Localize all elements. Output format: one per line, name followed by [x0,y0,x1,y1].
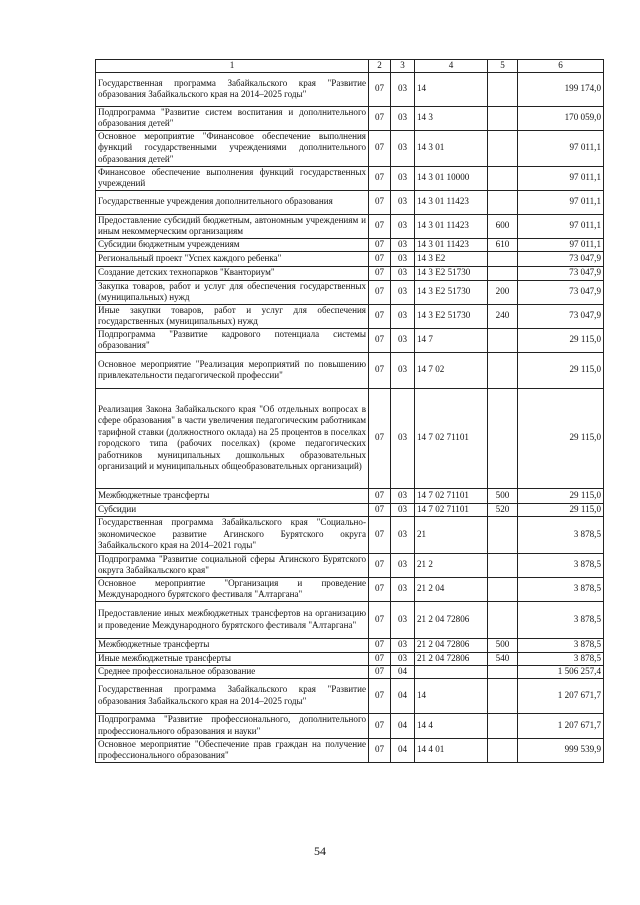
row-target-article-cell: 14 3 01 11423 [415,238,488,251]
row-expense-type-cell [488,130,518,166]
row-expense-type-cell [488,577,518,601]
row-name-cell: Иные межбюджетные трансферты [96,652,369,665]
row-target-article-cell: 14 7 02 [415,352,488,388]
row-target-article-cell: 14 3 E2 51730 [415,266,488,280]
row-target-article-cell: 14 3 01 [415,130,488,166]
row-subsection-cell: 03 [391,388,415,488]
row-amount-cell: 73 047,9 [518,251,604,266]
table-row [96,577,604,601]
row-subsection-cell: 03 [391,503,415,516]
budget-table [95,59,604,763]
row-target-article-cell: 14 3 E2 51730 [415,280,488,304]
row-subsection-cell: 03 [391,577,415,601]
page-number: 54 [314,844,326,858]
row-expense-type-cell [488,190,518,214]
table-row [96,166,604,190]
row-expense-type-cell: 600 [488,214,518,238]
row-name-cell: Субсидии [96,503,369,516]
table-row [96,553,604,577]
row-subsection-cell: 03 [391,166,415,190]
row-section-cell: 07 [369,713,391,738]
table-row [96,106,604,130]
row-amount-cell: 73 047,9 [518,280,604,304]
row-section-cell: 07 [369,577,391,601]
row-subsection-cell: 03 [391,214,415,238]
row-expense-type-cell: 240 [488,304,518,328]
row-target-article-cell: 14 7 02 71101 [415,503,488,516]
row-amount-cell: 999 539,9 [518,738,604,762]
table-row [96,280,604,304]
row-name-cell: Субсидии бюджетным учреждениям [96,238,369,251]
row-amount-cell: 29 115,0 [518,503,604,516]
row-target-article-cell: 14 4 01 [415,738,488,762]
row-expense-type-cell [488,516,518,553]
row-section-cell: 07 [369,166,391,190]
row-amount-cell: 97 011,1 [518,166,604,190]
row-subsection-cell: 03 [391,553,415,577]
row-section-cell: 07 [369,251,391,266]
row-amount-cell: 97 011,1 [518,130,604,166]
row-subsection-cell: 03 [391,130,415,166]
row-name-cell: Государственные учреждения дополнительного образования [96,190,369,214]
row-name-cell: Реализация Закона Забайкальского края "Об отдельных вопросах в сфере образования" в части увеличения педагогическим работникам тарифной ставки (должностного оклада) на 25 процентов в поселках городского типа (рабочих поселках) (кроме педагогических работников муниципальных дошкольных образовательных организаций и муниципальных общеобразовательных организаций) [96,388,369,488]
table-row [96,665,604,678]
row-target-article-cell: 14 3 01 10000 [415,166,488,190]
table-row [96,488,604,503]
row-name-cell: Государственная программа Забайкальского края "Развитие образования Забайкальского края на 2014–2025 годы" [96,72,369,106]
row-target-article-cell: 14 3 01 11423 [415,190,488,214]
table-row [96,266,604,280]
row-expense-type-cell [488,251,518,266]
row-amount-cell: 1 506 257,4 [518,665,604,678]
row-amount-cell: 73 047,9 [518,304,604,328]
row-section-cell: 07 [369,516,391,553]
table-row [96,503,604,516]
row-amount-cell: 3 878,5 [518,553,604,577]
row-amount-cell: 29 115,0 [518,328,604,352]
row-expense-type-cell [488,601,518,638]
table-header-row [96,60,604,73]
row-name-cell: Подпрограмма "Развитие профессионального, дополнительного профессионального образования и науки" [96,713,369,738]
row-name-cell: Региональный проект "Успех каждого ребенка" [96,251,369,266]
row-subsection-cell: 03 [391,352,415,388]
table-row [96,652,604,665]
row-target-article-cell: 14 3 E2 51730 [415,304,488,328]
header-cell-csr: 4 [415,60,488,73]
row-amount-cell: 73 047,9 [518,266,604,280]
row-expense-type-cell [488,665,518,678]
row-target-article-cell: 14 4 [415,713,488,738]
row-section-cell: 07 [369,106,391,130]
row-amount-cell: 97 011,1 [518,214,604,238]
row-expense-type-cell: 500 [488,638,518,652]
row-name-cell: Основное мероприятие "Финансовое обеспечение выполнения функций государственными учреждениями дополнительного образования детей" [96,130,369,166]
row-amount-cell: 3 878,5 [518,638,604,652]
row-target-article-cell: 21 2 04 72806 [415,601,488,638]
header-cell-rz: 2 [369,60,391,73]
row-name-cell: Межбюджетные трансферты [96,638,369,652]
row-section-cell: 07 [369,266,391,280]
row-amount-cell: 29 115,0 [518,488,604,503]
row-subsection-cell: 04 [391,678,415,713]
row-target-article-cell [415,665,488,678]
row-name-cell: Закупка товаров, работ и услуг для обеспечения государственных (муниципальных) нужд [96,280,369,304]
table-row [96,738,604,762]
row-section-cell: 07 [369,280,391,304]
row-expense-type-cell: 540 [488,652,518,665]
row-expense-type-cell [488,266,518,280]
row-target-article-cell: 21 2 04 72806 [415,652,488,665]
row-name-cell: Основное мероприятие "Обеспечение прав граждан на получение профессионального образования" [96,738,369,762]
table-row [96,304,604,328]
row-target-article-cell: 21 2 [415,553,488,577]
row-amount-cell: 97 011,1 [518,238,604,251]
table-row [96,214,604,238]
row-target-article-cell: 14 3 [415,106,488,130]
row-subsection-cell: 03 [391,238,415,251]
row-subsection-cell: 03 [391,106,415,130]
row-target-article-cell: 21 2 04 72806 [415,638,488,652]
row-subsection-cell: 03 [391,280,415,304]
row-name-cell: Государственная программа Забайкальского края "Социально-экономическое развитие Агинского Бурятского округа Забайкальского края на 2014–2021 годы" [96,516,369,553]
table-row [96,352,604,388]
row-amount-cell: 1 207 671,7 [518,678,604,713]
row-subsection-cell: 04 [391,665,415,678]
row-target-article-cell: 21 2 04 [415,577,488,601]
row-subsection-cell: 03 [391,72,415,106]
row-name-cell: Подпрограмма "Развитие социальной сферы Агинского Бурятского округа Забайкальского края" [96,553,369,577]
row-amount-cell: 29 115,0 [518,352,604,388]
table-row [96,516,604,553]
row-target-article-cell: 14 [415,678,488,713]
table-row [96,388,604,488]
table-row [96,251,604,266]
row-subsection-cell: 04 [391,713,415,738]
row-amount-cell: 29 115,0 [518,388,604,488]
row-target-article-cell: 14 3 E2 [415,251,488,266]
row-section-cell: 07 [369,352,391,388]
table-row [96,328,604,352]
row-target-article-cell: 14 3 01 11423 [415,214,488,238]
row-expense-type-cell: 500 [488,488,518,503]
table-row [96,190,604,214]
row-name-cell: Предоставление иных межбюджетных трансфертов на организацию и проведение Международного бурятского фестиваля "Алтаргана" [96,601,369,638]
row-section-cell: 07 [369,652,391,665]
row-subsection-cell: 03 [391,266,415,280]
row-amount-cell: 3 878,5 [518,516,604,553]
row-section-cell: 07 [369,553,391,577]
row-section-cell: 07 [369,190,391,214]
row-expense-type-cell [488,352,518,388]
row-amount-cell: 3 878,5 [518,652,604,665]
row-expense-type-cell [488,328,518,352]
row-subsection-cell: 03 [391,488,415,503]
row-amount-cell: 97 011,1 [518,190,604,214]
row-expense-type-cell [488,553,518,577]
row-section-cell: 07 [369,738,391,762]
row-expense-type-cell [488,678,518,713]
row-subsection-cell: 03 [391,328,415,352]
row-section-cell: 07 [369,72,391,106]
table-row [96,638,604,652]
row-section-cell: 07 [369,388,391,488]
row-subsection-cell: 03 [391,638,415,652]
table-row [96,601,604,638]
row-amount-cell: 3 878,5 [518,577,604,601]
row-subsection-cell: 03 [391,190,415,214]
row-section-cell: 07 [369,328,391,352]
header-cell-name: 1 [96,60,369,73]
row-target-article-cell: 14 [415,72,488,106]
row-expense-type-cell: 200 [488,280,518,304]
table-row [96,678,604,713]
row-name-cell: Подпрограмма "Развитие кадрового потенциала системы образования" [96,328,369,352]
row-section-cell: 07 [369,304,391,328]
header-cell-sum: 6 [518,60,604,73]
row-target-article-cell: 14 7 [415,328,488,352]
row-section-cell: 07 [369,638,391,652]
row-amount-cell: 3 878,5 [518,601,604,638]
row-name-cell: Предоставление субсидий бюджетным, автономным учреждениям и иным некоммерческим организациям [96,214,369,238]
row-expense-type-cell [488,738,518,762]
row-name-cell: Основное мероприятие "Реализация мероприятий по повышению привлекательности педагогической профессии" [96,352,369,388]
row-name-cell: Подпрограмма "Развитие систем воспитания и дополнительного образования детей" [96,106,369,130]
row-target-article-cell: 14 7 02 71101 [415,488,488,503]
row-amount-cell: 199 174,0 [518,72,604,106]
row-amount-cell: 170 059,0 [518,106,604,130]
row-name-cell: Иные закупки товаров, работ и услуг для обеспечения государственных (муниципальных) нужд [96,304,369,328]
row-expense-type-cell [488,166,518,190]
row-expense-type-cell: 610 [488,238,518,251]
row-section-cell: 07 [369,130,391,166]
row-subsection-cell: 03 [391,251,415,266]
header-cell-vr: 5 [488,60,518,73]
row-section-cell: 07 [369,503,391,516]
table-row [96,713,604,738]
row-section-cell: 07 [369,488,391,503]
row-section-cell: 07 [369,214,391,238]
row-expense-type-cell [488,388,518,488]
row-subsection-cell: 03 [391,516,415,553]
row-section-cell: 07 [369,601,391,638]
row-subsection-cell: 03 [391,652,415,665]
row-section-cell: 07 [369,678,391,713]
row-section-cell: 07 [369,238,391,251]
row-name-cell: Государственная программа Забайкальского края "Развитие образования Забайкальского края на 2014–2025 годы" [96,678,369,713]
row-expense-type-cell [488,106,518,130]
row-section-cell: 07 [369,665,391,678]
header-cell-pr: 3 [391,60,415,73]
row-expense-type-cell [488,72,518,106]
row-subsection-cell: 03 [391,601,415,638]
row-expense-type-cell: 520 [488,503,518,516]
row-expense-type-cell [488,713,518,738]
table-row [96,72,604,106]
row-amount-cell: 1 207 671,7 [518,713,604,738]
row-subsection-cell: 04 [391,738,415,762]
row-name-cell: Финансовое обеспечение выполнения функций государственных учреждений [96,166,369,190]
table-row [96,238,604,251]
row-subsection-cell: 03 [391,304,415,328]
row-target-article-cell: 14 7 02 71101 [415,388,488,488]
row-name-cell: Основное мероприятие "Организация и проведение Международного бурятского фестиваля "Алтаргана" [96,577,369,601]
row-name-cell: Создание детских технопарков "Кванториум" [96,266,369,280]
row-name-cell: Межбюджетные трансферты [96,488,369,503]
row-name-cell: Среднее профессиональное образование [96,665,369,678]
table-row [96,130,604,166]
row-target-article-cell: 21 [415,516,488,553]
